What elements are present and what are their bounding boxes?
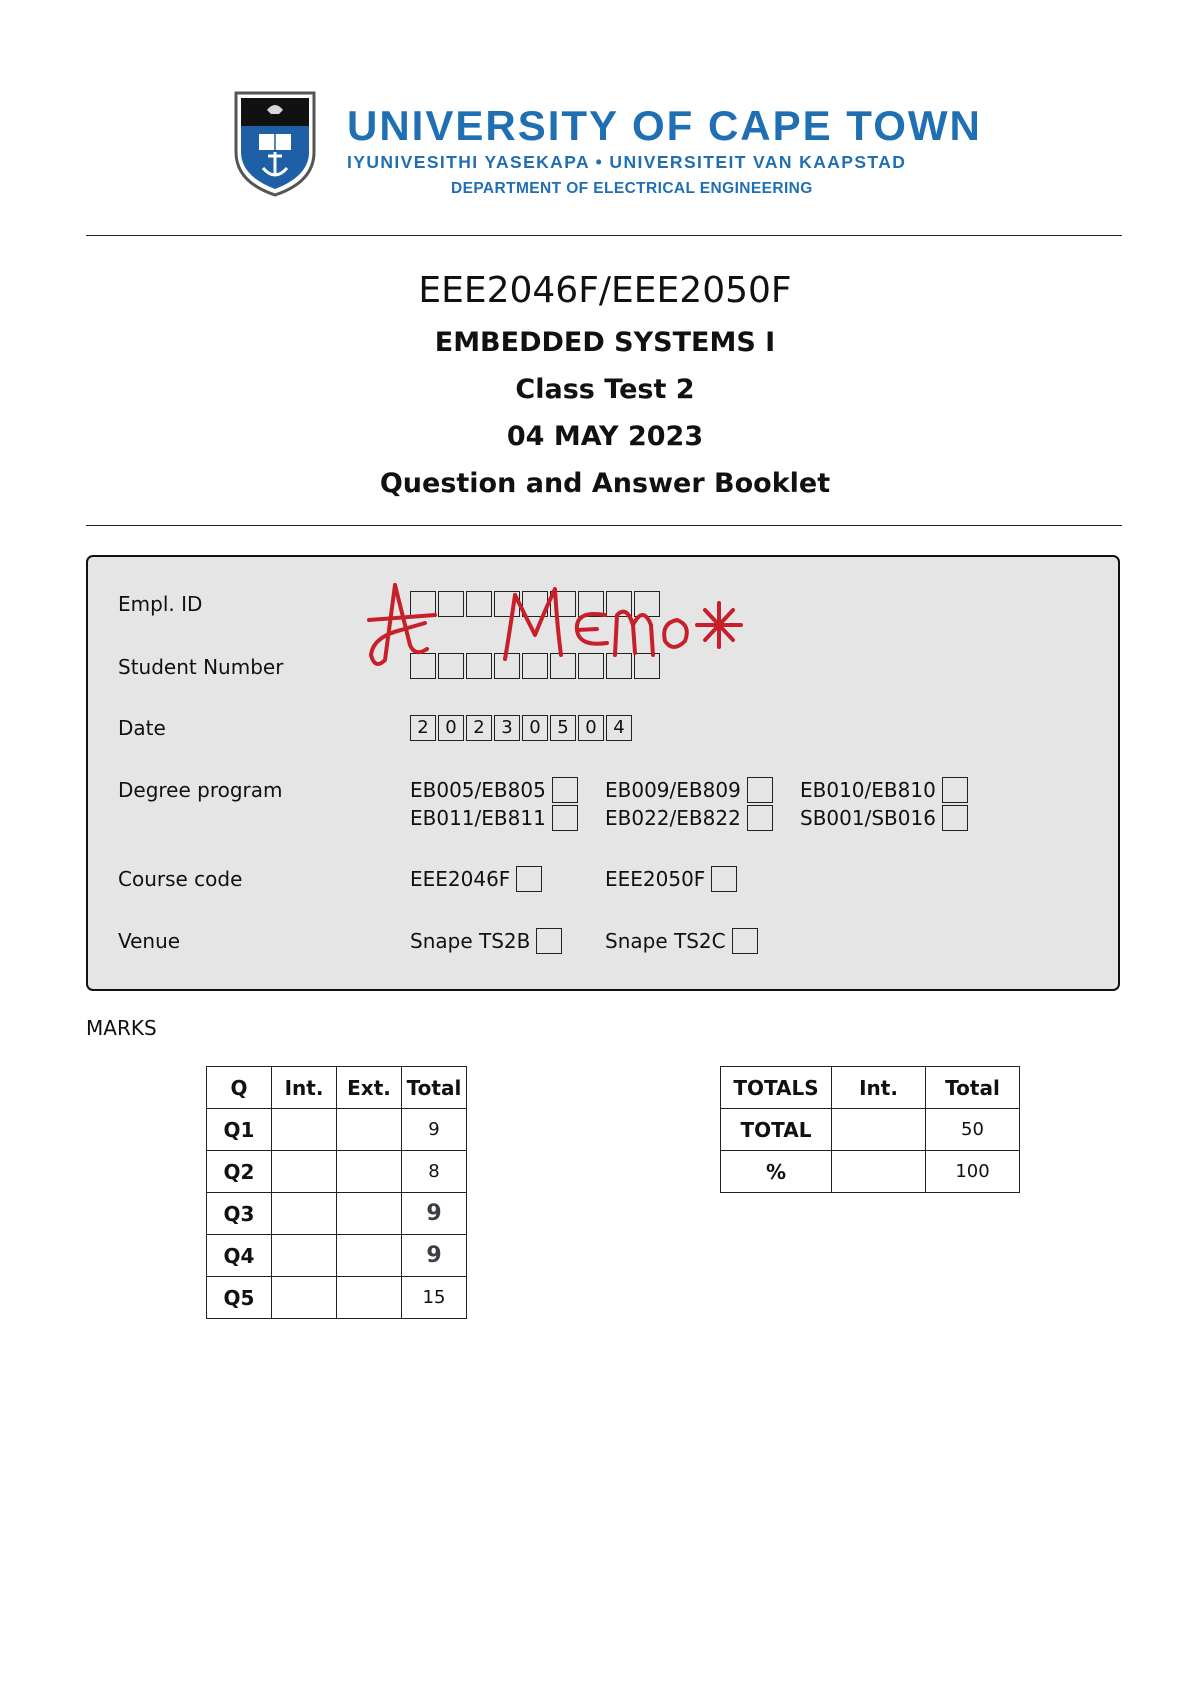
date-digit-cell[interactable]: 0 (438, 715, 464, 741)
total-mark-cell-handwritten: 9 (402, 1193, 467, 1235)
empl-id-label: Empl. ID (118, 592, 203, 616)
question-marks-table (206, 1066, 467, 1319)
int-total-cell[interactable] (832, 1109, 926, 1151)
totals-label-cell: TOTAL (721, 1109, 832, 1151)
question-cell: Q2 (207, 1151, 272, 1193)
university-subtitle: IYUNIVESITHI YASEKAPA • UNIVERSITEIT VAN KAAPSTAD (347, 152, 907, 172)
totals-table (720, 1066, 1020, 1193)
venue-label: Venue (118, 929, 181, 953)
ext-mark-cell[interactable] (337, 1151, 402, 1193)
date-digit-cell[interactable]: 5 (550, 715, 576, 741)
total-mark-cell: 8 (402, 1151, 467, 1193)
degree-checkbox[interactable] (942, 805, 968, 831)
degree-checkbox[interactable] (552, 805, 578, 831)
int-total-cell[interactable] (832, 1151, 926, 1193)
degree-option-label: EB005/EB805 (410, 778, 546, 802)
date-digit-cell[interactable]: 2 (410, 715, 436, 741)
table-header-row (721, 1067, 1020, 1109)
booklet-title: Question and Answer Booklet (379, 468, 831, 499)
degree-checkbox[interactable] (747, 777, 773, 803)
int-mark-cell[interactable] (272, 1277, 337, 1319)
degree-option-label: SB001/SB016 (800, 806, 936, 830)
ext-mark-cell[interactable] (337, 1235, 402, 1277)
degree-option-label: EB010/EB810 (800, 778, 936, 802)
title-divider (86, 525, 1122, 526)
total-cell: 100 (926, 1151, 1020, 1193)
question-cell: Q1 (207, 1109, 272, 1151)
degree-checkbox[interactable] (942, 777, 968, 803)
column-header: Ext. (337, 1067, 402, 1109)
student-number-label: Student Number (118, 655, 284, 679)
degree-option[interactable] (800, 805, 968, 831)
course-code-label: Course code (118, 867, 243, 891)
venue-option[interactable] (605, 928, 758, 954)
degree-option[interactable] (605, 777, 773, 803)
date-label: Date (118, 716, 166, 740)
degree-checkbox[interactable] (747, 805, 773, 831)
test-date: 04 MAY 2023 (506, 421, 704, 452)
venue-option[interactable] (410, 928, 562, 954)
total-mark-cell: 15 (402, 1277, 467, 1319)
course-option-label: EEE2046F (410, 867, 511, 891)
table-row (721, 1109, 1020, 1151)
date-digit-cell[interactable]: 3 (494, 715, 520, 741)
table-row (207, 1277, 467, 1319)
degree-option[interactable] (605, 805, 773, 831)
test-name: Class Test 2 (515, 374, 695, 405)
university-name: UNIVERSITY OF CAPE TOWN (347, 102, 982, 149)
ext-mark-cell[interactable] (337, 1193, 402, 1235)
question-cell: Q4 (207, 1235, 272, 1277)
column-header: TOTALS (721, 1067, 832, 1109)
date-digit-cell[interactable]: 4 (606, 715, 632, 741)
column-header: Int. (272, 1067, 337, 1109)
degree-option[interactable] (410, 777, 578, 803)
total-cell: 50 (926, 1109, 1020, 1151)
column-header: Int. (832, 1067, 926, 1109)
ext-mark-cell[interactable] (337, 1277, 402, 1319)
date-field[interactable] (410, 715, 634, 741)
venue-option-label: Snape TS2B (410, 929, 531, 953)
marks-label: MARKS (86, 1016, 157, 1040)
table-row (207, 1109, 467, 1151)
date-digit-cell[interactable]: 0 (578, 715, 604, 741)
table-header-row (207, 1067, 467, 1109)
date-digit-cell[interactable]: 0 (522, 715, 548, 741)
degree-option-label: EB022/EB822 (605, 806, 741, 830)
column-header: Total (402, 1067, 467, 1109)
totals-label-cell: % (721, 1151, 832, 1193)
course-checkbox[interactable] (516, 866, 542, 892)
column-header: Total (926, 1067, 1020, 1109)
total-mark-cell: 9 (402, 1109, 467, 1151)
course-option[interactable] (410, 866, 542, 892)
uct-crest-logo (233, 90, 317, 198)
question-cell: Q5 (207, 1277, 272, 1319)
int-mark-cell[interactable] (272, 1193, 337, 1235)
degree-option-label: EB011/EB811 (410, 806, 546, 830)
course-option[interactable] (605, 866, 737, 892)
int-mark-cell[interactable] (272, 1109, 337, 1151)
degree-option[interactable] (800, 777, 968, 803)
course-option-label: EEE2050F (605, 867, 706, 891)
course-code-title: EEE2046F/EEE2050F (418, 270, 792, 311)
venue-checkbox[interactable] (732, 928, 758, 954)
ext-mark-cell[interactable] (337, 1109, 402, 1151)
venue-checkbox[interactable] (536, 928, 562, 954)
department-name: DEPARTMENT OF ELECTRICAL ENGINEERING (451, 180, 813, 197)
total-mark-cell-handwritten: 9 (402, 1235, 467, 1277)
table-row (207, 1151, 467, 1193)
venue-option-label: Snape TS2C (605, 929, 726, 953)
course-checkbox[interactable] (711, 866, 737, 892)
table-row (721, 1151, 1020, 1193)
date-digit-cell[interactable]: 2 (466, 715, 492, 741)
question-cell: Q3 (207, 1193, 272, 1235)
header-divider (86, 235, 1122, 236)
course-name: EMBEDDED SYSTEMS I (434, 327, 776, 358)
degree-option[interactable] (410, 805, 578, 831)
column-header: Q (207, 1067, 272, 1109)
int-mark-cell[interactable] (272, 1235, 337, 1277)
degree-program-label: Degree program (118, 778, 283, 802)
table-row (207, 1193, 467, 1235)
int-mark-cell[interactable] (272, 1151, 337, 1193)
table-row (207, 1235, 467, 1277)
degree-option-label: EB009/EB809 (605, 778, 741, 802)
degree-checkbox[interactable] (552, 777, 578, 803)
